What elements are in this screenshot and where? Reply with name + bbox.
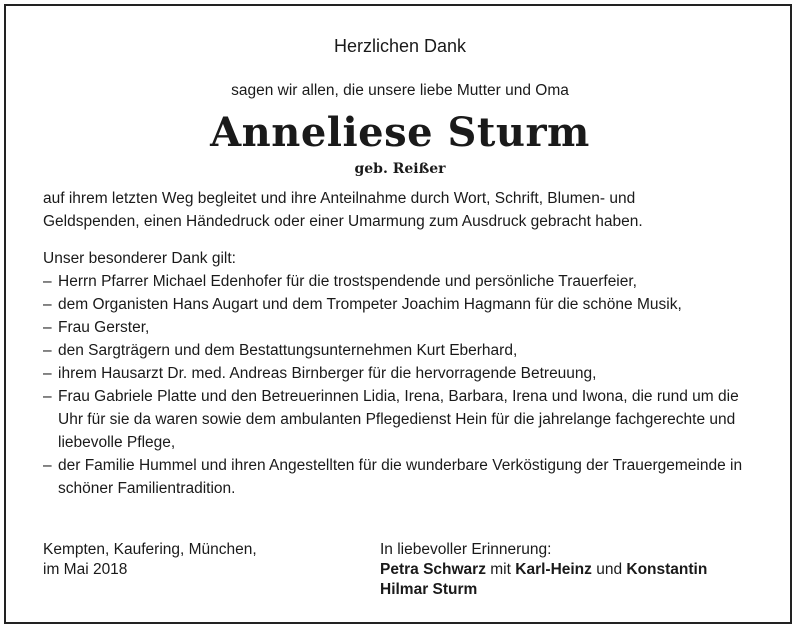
thanks-paragraph-line: auf ihrem letzten Weg begleitet und ihre Anteilnahme durch Wort, Schrift, Blumen- und [43, 190, 636, 207]
dash-bullet: – [43, 365, 52, 382]
list-item [43, 385, 757, 454]
dash-bullet: – [43, 388, 52, 405]
thanks-heading: Herzlichen Dank [333, 36, 467, 56]
list-item-text: der Familie Hummel und ihren Angestellten für die wunderbare Verköstigung der Trauergemeinde in schöner Familientradition. [58, 457, 743, 497]
thanks-paragraph [43, 187, 757, 233]
dash-bullet: – [43, 319, 52, 336]
list-item [43, 339, 757, 362]
thanks-paragraph-line: Geldspenden, einen Händedruck oder einer Umarmung zum Ausdruck gebracht haben. [43, 213, 643, 230]
dash-bullet: – [43, 296, 52, 313]
date-line: im Mai 2018 [43, 561, 128, 578]
special-thanks-label: Unser besonderer Dank gilt: [43, 250, 236, 267]
list-item [43, 293, 757, 316]
list-item-text: den Sargträgern und dem Bestattungsunternehmen Kurt Eberhard, [58, 342, 518, 359]
list-item [43, 454, 757, 500]
signer-name: Hilmar Sturm [380, 581, 478, 598]
place-line: Kempten, Kaufering, München, [43, 541, 257, 558]
list-item [43, 362, 757, 385]
place-date-block [43, 540, 343, 580]
signer-joiner: mit [485, 561, 516, 578]
dash-bullet: – [43, 273, 52, 290]
list-item-text: Frau Gerster, [58, 319, 150, 336]
remembrance-line: In liebevoller Erinnerung: [380, 541, 552, 558]
signer-name: Karl-Heinz [515, 561, 592, 578]
signer-joiner: und [591, 561, 627, 578]
thanks-list [43, 270, 757, 500]
signer-name: Petra Schwarz [380, 561, 486, 578]
list-item-text: Frau Gabriele Platte und den Betreuerinnen Lidia, Irena, Barbara, Irena und Iwona, die rund um die Uhr für sie da waren sowie dem ambulanten Pflegedienst Hein für die jahrelange fachgerechte und liebevolle Pflege, [58, 388, 739, 451]
list-item [43, 270, 757, 293]
list-item-text: Herrn Pfarrer Michael Edenhofer für die trostspendende und persönliche Trauerfeier, [58, 273, 637, 290]
signature-block [380, 540, 760, 600]
signers-line [380, 560, 760, 580]
dash-bullet: – [43, 342, 52, 359]
list-item [43, 316, 757, 339]
signer-name: Konstantin [626, 561, 708, 578]
maiden-name: geb. Reißer [354, 161, 446, 177]
list-item-text: ihrem Hausarzt Dr. med. Andreas Birnberger für die hervorragende Betreuung, [58, 365, 597, 382]
intro-line: sagen wir allen, die unsere liebe Mutter und Oma [231, 82, 569, 99]
deceased-name: Anneliese Sturm [210, 109, 590, 156]
dash-bullet: – [43, 457, 52, 474]
list-item-text: dem Organisten Hans Augart und dem Trompeter Joachim Hagmann für die schöne Musik, [58, 296, 682, 313]
